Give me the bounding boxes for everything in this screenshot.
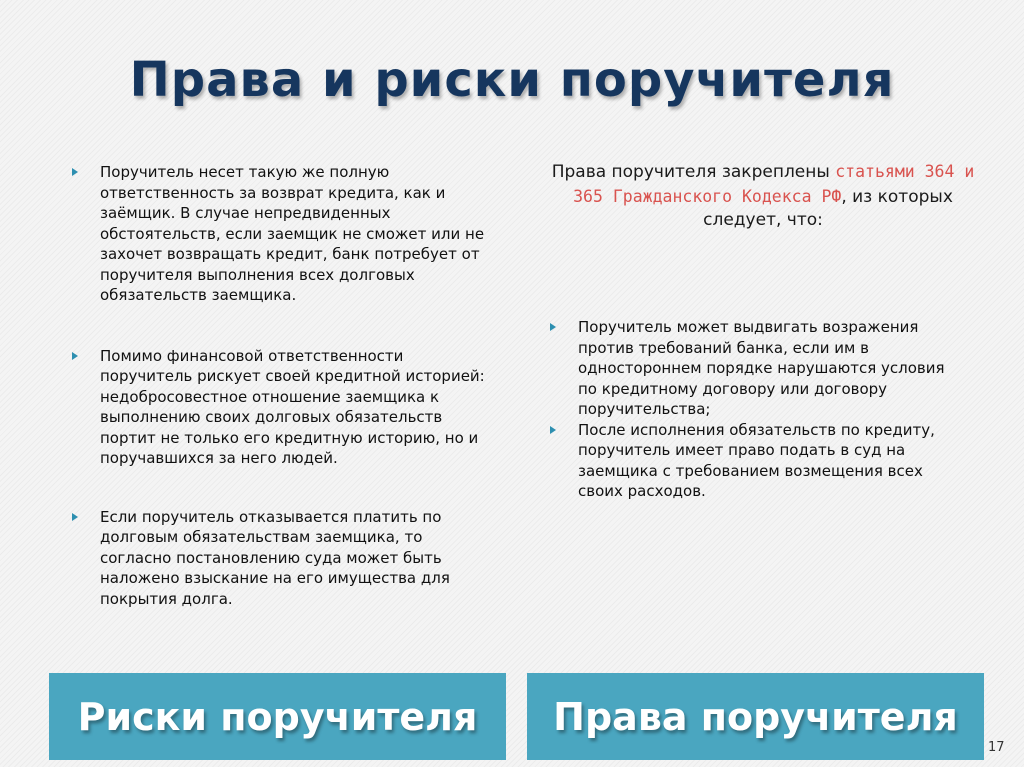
- triangle-bullet-icon: [72, 168, 78, 176]
- triangle-bullet-icon: [550, 426, 556, 434]
- intro-text-end: , из которых следует, что:: [703, 186, 953, 230]
- rights-intro: [548, 160, 978, 233]
- list-item: [548, 317, 968, 420]
- list-item: [548, 420, 968, 502]
- risks-list: [70, 162, 490, 609]
- civil-code-link[interactable]: статьями 364 и 365 Гражданского Кодекса РФ: [573, 162, 975, 206]
- triangle-bullet-icon: [72, 513, 78, 521]
- slide-title: Права и риски поручителя: [129, 52, 895, 108]
- rights-heading: Права поручителя: [553, 694, 958, 739]
- list-item-text: Помимо финансовой ответственности поручитель рискует своей кредитной историей: недобросовестное отношение заемщика к выполнению своих долговых обязательств портит не только его кредитную историю, но и поручавшихся за него людей.: [100, 346, 485, 467]
- rights-list: [548, 317, 968, 502]
- risks-heading: Риски поручителя: [77, 694, 478, 739]
- triangle-bullet-icon: [550, 323, 556, 331]
- list-item: [70, 162, 490, 306]
- list-item-text: Если поручитель отказывается платить по долговым обязательствам заемщика, то согласно постановлению суда может быть наложено взыскание на его имущества для покрытия долга.: [100, 507, 450, 608]
- list-item-text: После исполнения обязательств по кредиту, поручитель имеет право подать в суд на заемщика с требованием возмещения всех своих расходов.: [578, 420, 935, 500]
- list-item: [70, 346, 490, 469]
- list-item-text: Поручитель несет такую же полную ответственность за возврат кредита, как и заёмщик. В случае непредвиденных обстоятельств, если заемщик не сможет или не захочет возвращать кредит, банк потребует от поручителя выполнения всех долговых обязательств заемщика.: [100, 163, 485, 304]
- list-item-text: Поручитель может выдвигать возражения против требований банка, если им в одностороннем порядке нарушаются условия по кредитному договору или договору поручительства;: [578, 318, 945, 418]
- risks-heading-box: [49, 673, 506, 760]
- list-item: [70, 507, 490, 610]
- rights-heading-box: [527, 673, 984, 760]
- triangle-bullet-icon: [72, 352, 78, 360]
- slide-number: 17: [988, 740, 1005, 755]
- intro-text: Права поручителя закреплены: [551, 162, 836, 182]
